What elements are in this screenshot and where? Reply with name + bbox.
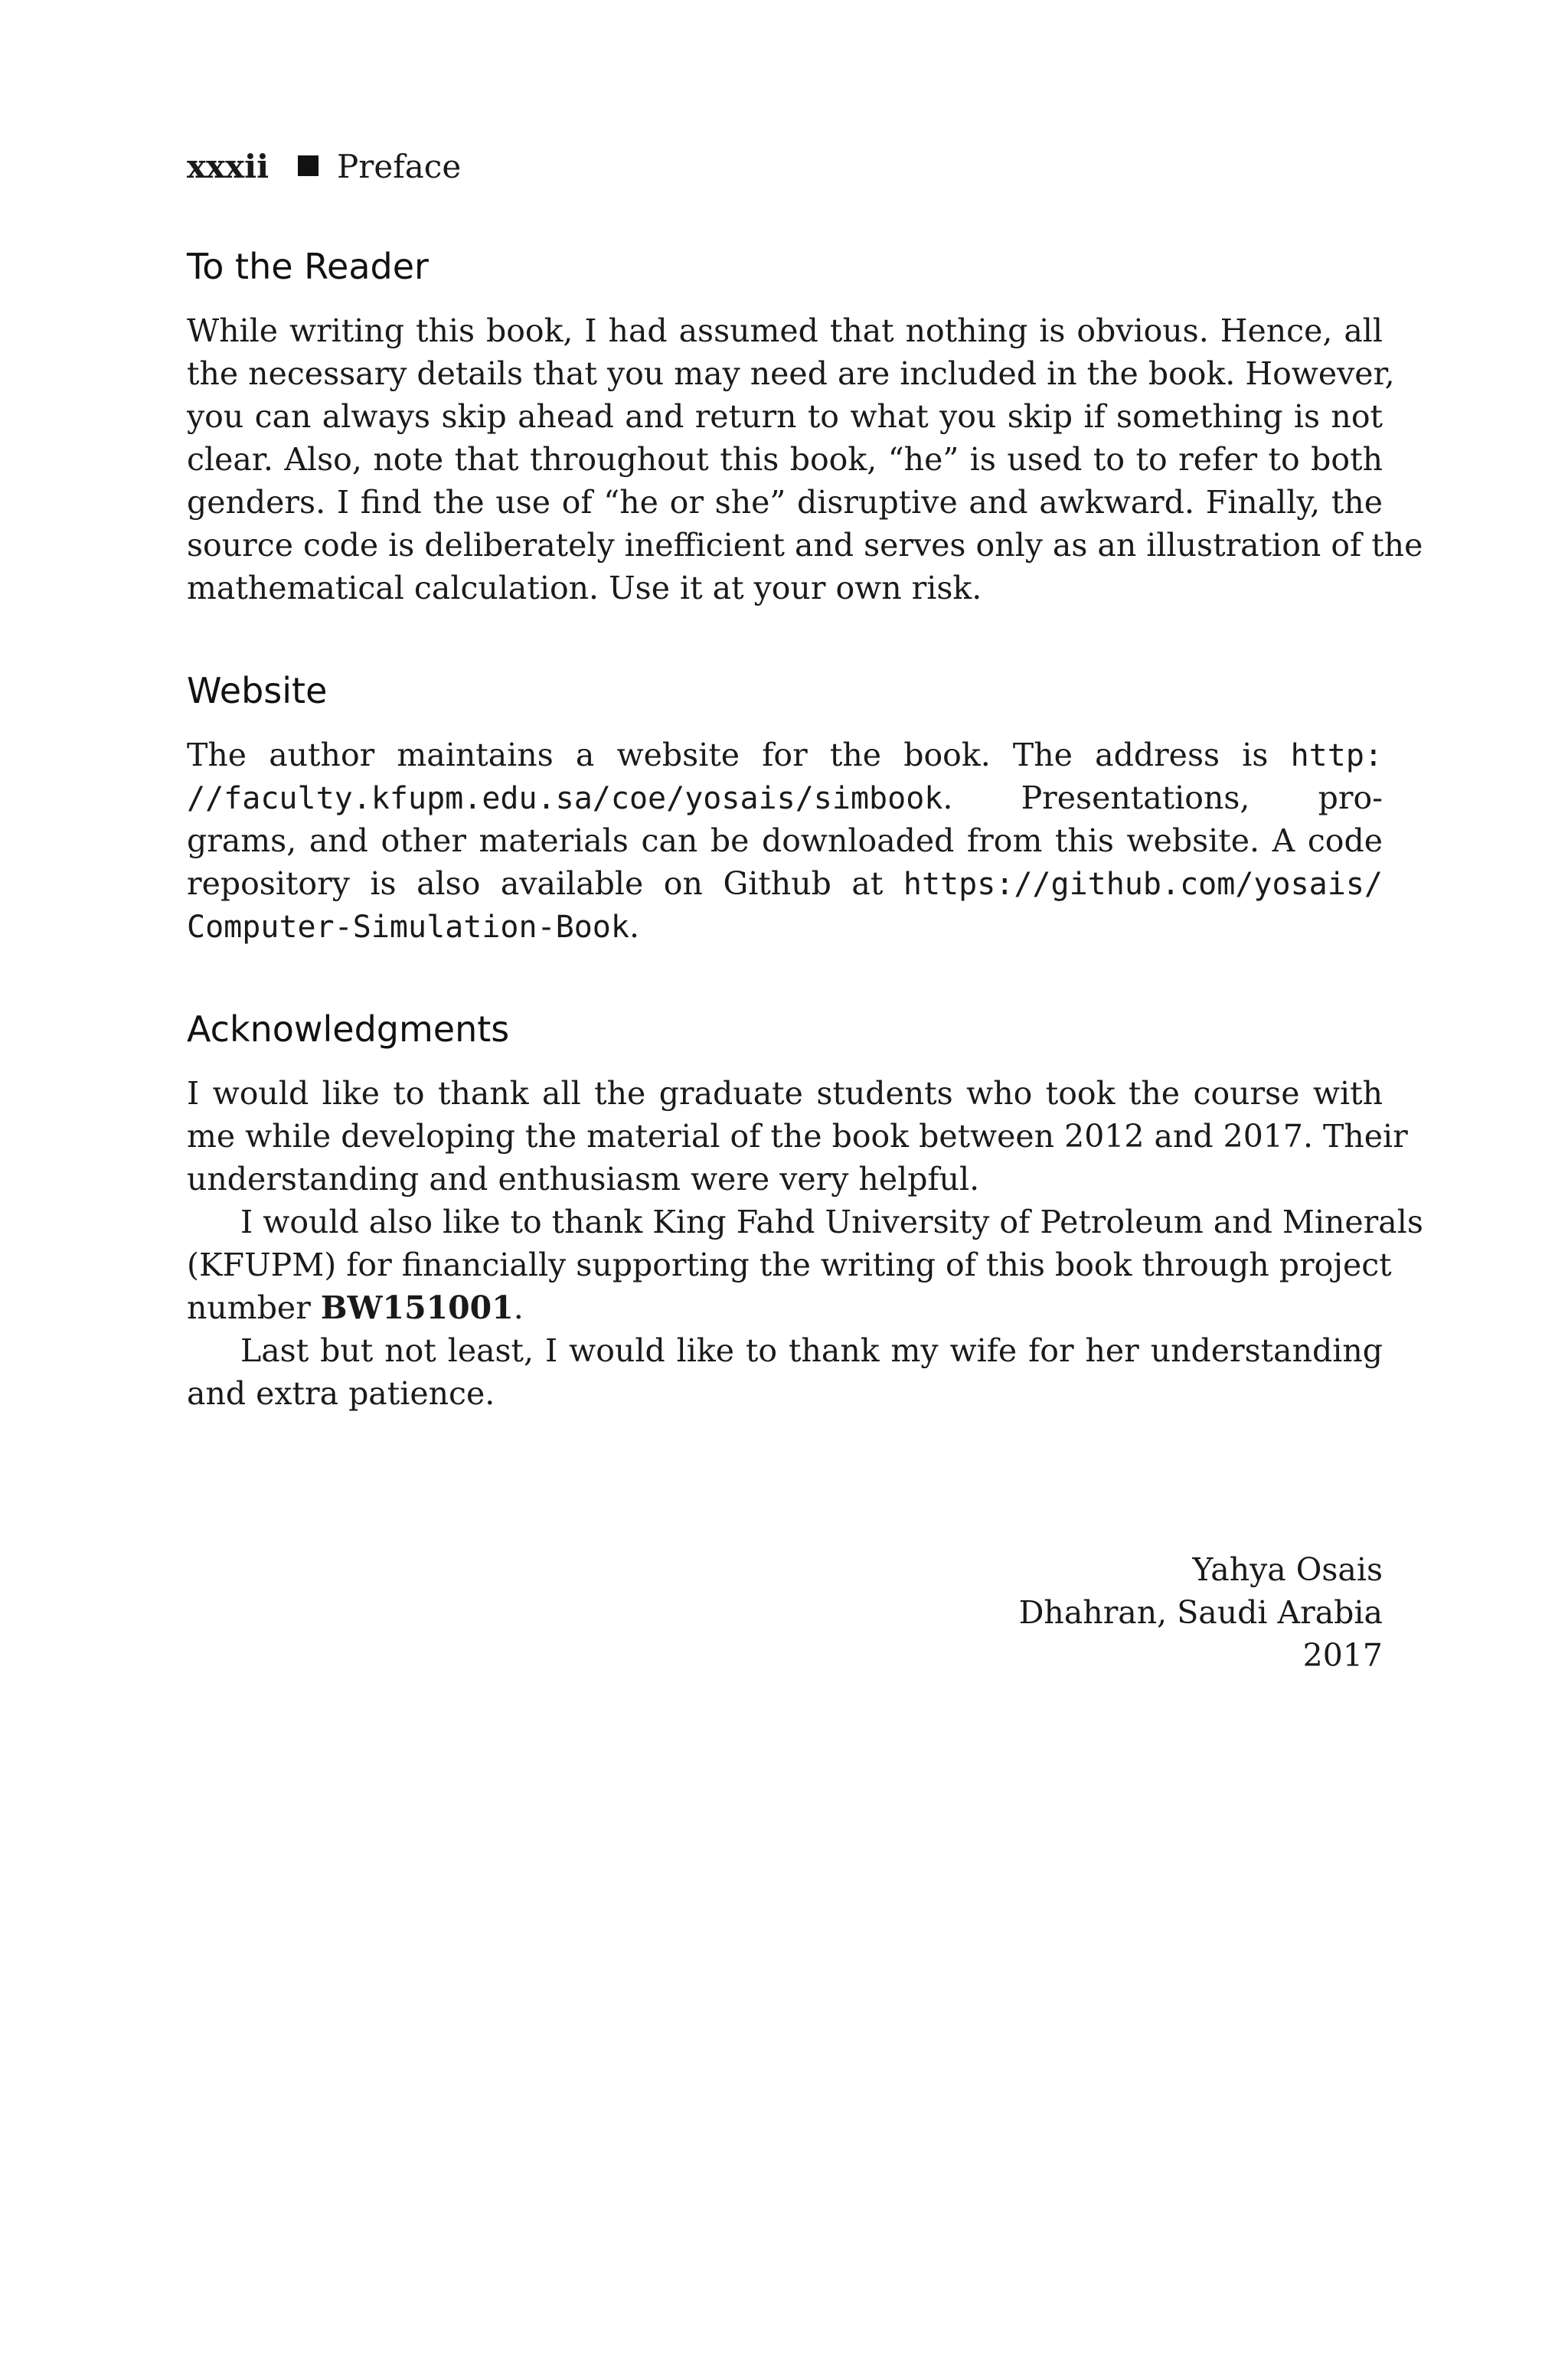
website-url-part1[interactable]: http:	[1290, 738, 1383, 773]
paragraph-line	[187, 1286, 1383, 1329]
paragraph-line: source code is deliberately inefficient and serves only as an illustration of the	[187, 527, 1423, 564]
ack-text: number	[187, 1289, 311, 1326]
paragraph-line: the necessary details that you may need are included in the book. However,	[187, 355, 1395, 392]
github-url-part1[interactable]: https://github.com/yosais/	[903, 867, 1383, 902]
paragraph-line: you can always skip ahead and return to what you skip if something is not	[187, 398, 1383, 435]
running-head-title: Preface	[337, 148, 462, 185]
acknowledgments-paragraphs	[187, 1072, 1423, 1415]
paragraph-line: Last but not least, I would like to thank my wife for her understanding	[240, 1332, 1383, 1369]
paragraph-line: I would like to thank all the graduate students who took the course with	[187, 1075, 1383, 1112]
github-url-part2[interactable]: Computer-Simulation-Book	[187, 910, 629, 945]
project-number: BW151001	[320, 1289, 514, 1326]
paragraph-line: me while developing the material of the book between 2012 and 2017. Their	[187, 1118, 1408, 1155]
paragraph-line	[187, 905, 1383, 948]
paragraph-line	[187, 734, 1383, 776]
ack-text: .	[513, 1289, 524, 1326]
paragraph-line	[187, 776, 1383, 819]
website-url-part2[interactable]: //faculty.kfupm.edu.sa/coe/yosais/simbook	[187, 781, 943, 816]
website-text: repository is also available on Github at	[187, 865, 884, 902]
paragraph-line: I would also like to thank King Fahd University of Petroleum and Minerals	[240, 1204, 1423, 1240]
website-text: . Presentations, pro-	[942, 779, 1383, 816]
website-paragraph	[187, 734, 1383, 948]
paragraph-line: genders. I find the use of “he or she” disruptive and awkward. Finally, the	[187, 484, 1383, 521]
website-text: The author maintains a website for the book. The address is	[187, 737, 1269, 773]
author-name: Yahya Osais	[1192, 1551, 1383, 1588]
paragraph-line: clear. Also, note that throughout this book, “he” is used to to refer to both	[187, 441, 1383, 478]
to-the-reader-paragraph	[187, 309, 1423, 609]
square-bullet-icon	[298, 155, 318, 176]
website-text: .	[629, 908, 640, 945]
paragraph-line: mathematical calculation. Use it at your own risk.	[187, 570, 982, 606]
heading-website: Website	[187, 670, 328, 711]
paragraph-line: and extra patience.	[187, 1375, 495, 1412]
signature-block	[1019, 1548, 1383, 1677]
paragraph-line: While writing this book, I had assumed that nothing is obvious. Hence, all	[187, 312, 1383, 349]
running-head	[187, 145, 461, 188]
signature-year: 2017	[1302, 1637, 1383, 1674]
paragraph-line: understanding and enthusiasm were very helpful.	[187, 1161, 980, 1198]
page-number: xxxii	[187, 148, 270, 185]
paragraph-line	[187, 862, 1383, 905]
heading-acknowledgments: Acknowledgments	[187, 1008, 510, 1050]
author-location: Dhahran, Saudi Arabia	[1018, 1594, 1383, 1631]
paragraph-line: grams, and other materials can be downloaded from this website. A code	[187, 822, 1383, 859]
heading-to-the-reader: To the Reader	[187, 246, 429, 287]
paragraph-line: (KFUPM) for financially supporting the writing of this book through project	[187, 1247, 1392, 1283]
